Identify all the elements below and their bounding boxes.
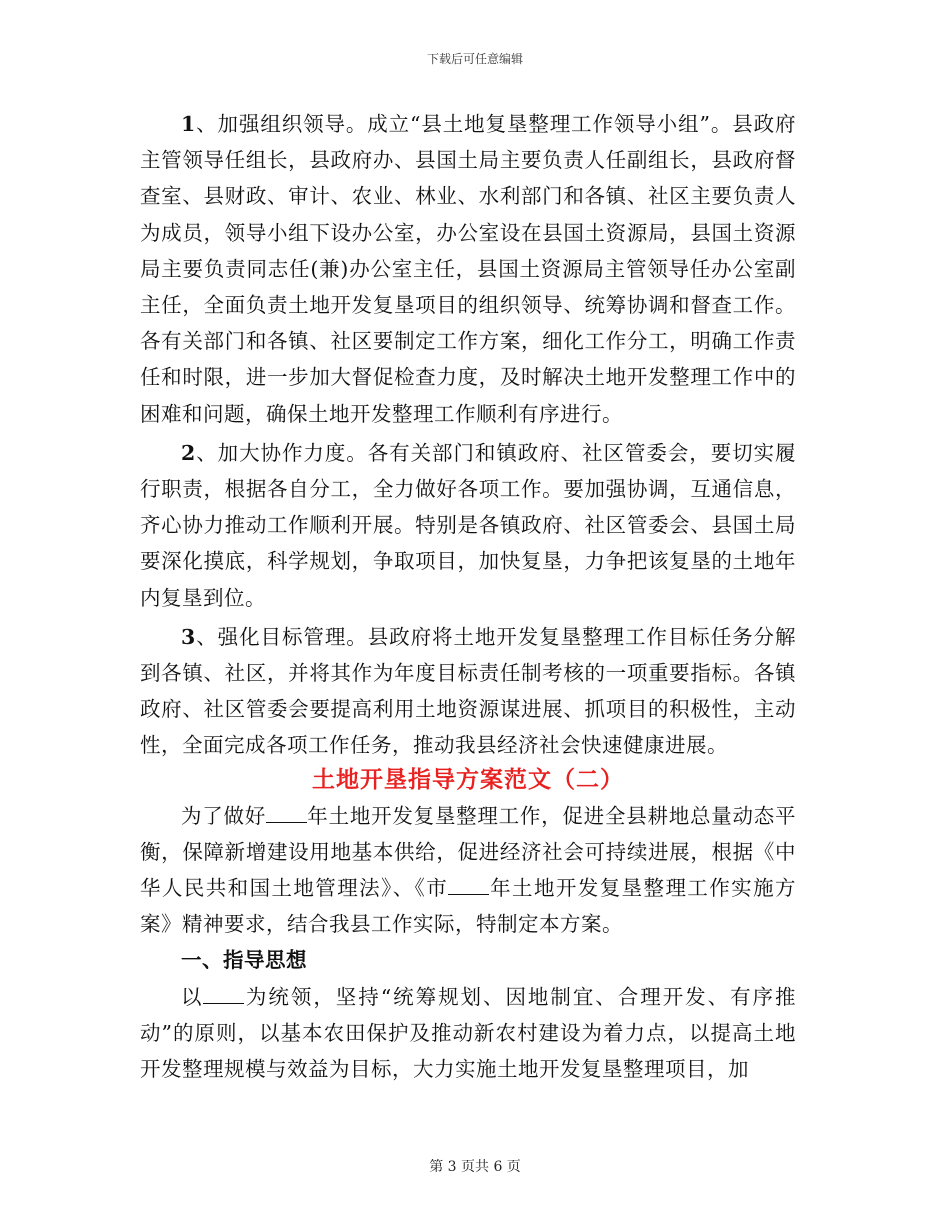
- paragraph-number: 3: [181, 624, 196, 649]
- paragraph-number: 2: [181, 440, 196, 465]
- paragraph-text: 、加强组织领导。成立“县土地复垦整理工作领导小组”。县政府主管领导任组长，县政府办、县国土局主要负责人任副组长，县政府督查室、县财政、审计、农业、林业、水利部门和各镇、社区主要负责人为成员，领导小组下设办公室，办公室设在县国土资源局，县国土资源局主要负责同志任(兼)办公室主任，县国土资源局主管领导任办公室副主任，全面负责土地开发复垦项目的组织领导、统筹协调和督查工作。各有关部门和各镇、社区要制定工作方案，细化工作分工，明确工作责任和时限，进一步加大督促检查力度，及时解决土地开发整理工作中的困难和问题，确保土地开发整理工作顺利有序进行。: [140, 112, 796, 426]
- blank-line: [448, 893, 489, 895]
- section-title: 土地开垦指导方案范文（二）: [312, 765, 624, 793]
- section-heading: 一、指导思想: [181, 948, 307, 973]
- intro-text-1: 为了做好: [181, 803, 267, 828]
- paragraph-text: 、强化目标管理。县政府将土地开发复垦整理工作目标任务分解到各镇、社区，并将其作为年度目标责任制考核的一项重要指标。各镇政府、社区管委会要提高利用土地资源谋进展、抓项目的积极性，主动性，全面完成各项工作任务，推动我县经济社会快速健康进展。: [140, 624, 796, 758]
- guiding-text-2: 为统领，坚持“统筹规划、因地制宜、合理开发、有序推动”的原则，以基本农田保护及推动新农村建设为着力点，以提高土地开发整理规模与效益为目标，大力实施土地开发复垦整理项目，加: [140, 984, 797, 1082]
- guiding-text-1: 以: [181, 984, 204, 1009]
- paragraph-text: 、加大协作力度。各有关部门和镇政府、社区管委会，要切实履行职责，根据各自分工，全力做好各项工作。要加强协调，互通信息，齐心协力推动工作顺利开展。特别是各镇政府、社区管委会、县国土局要深化摸底，科学规划，争取项目，加快复垦，力争把该复垦的土地年内复垦到位。: [140, 440, 796, 610]
- document-body: [140, 106, 796, 1087]
- page-footer: 第 3 页共 6 页: [429, 1159, 521, 1175]
- intro-paragraph: [140, 798, 796, 943]
- paragraph-3: [140, 619, 796, 764]
- paragraph-number: 1: [181, 112, 196, 136]
- page-header: 下载后可任意编辑: [426, 52, 523, 66]
- blank-line: [266, 821, 307, 823]
- guiding-paragraph: [140, 979, 796, 1088]
- intro-text-2: 年土地开发复垦整理工作，促进全县耕地总量动态平衡，保障新增建设用地基本供给，促进经济社会可持续进展，根据《中华人民共和国土地管理法》、《市: [140, 803, 797, 901]
- paragraph-2: [140, 435, 796, 616]
- paragraph-1: [140, 106, 796, 432]
- blank-line: [203, 1002, 244, 1004]
- intro-text-3: 年土地开发复垦整理工作实施方案》精神要求，结合我县工作实际，特制定本方案。: [140, 876, 797, 937]
